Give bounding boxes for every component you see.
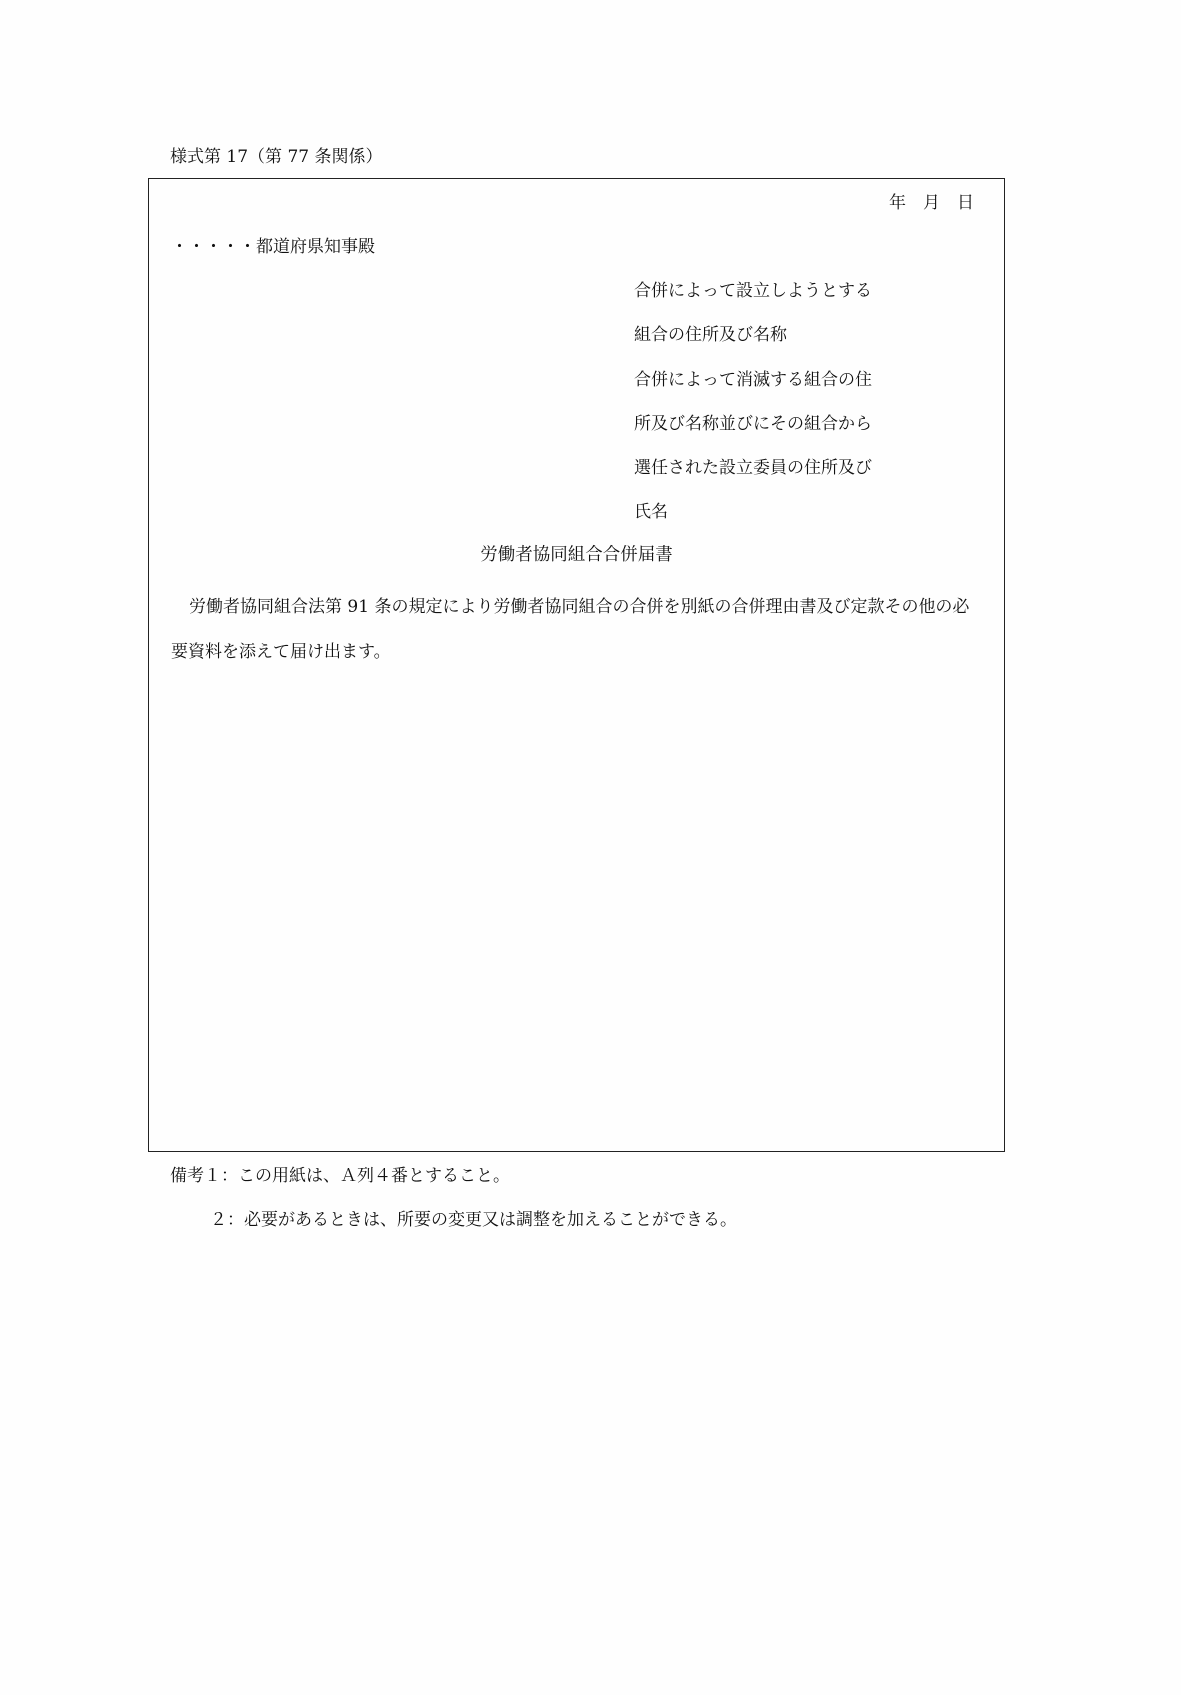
applicant-block xyxy=(634,279,954,545)
addressee: ・・・・・都道府県知事殿 xyxy=(171,237,375,257)
date-line: 年 月 日 xyxy=(889,193,974,213)
applicant-line: 合併によって消滅する組合の住 xyxy=(634,369,872,390)
applicant-line: 選任された設立委員の住所及び xyxy=(634,458,872,479)
applicant-line: 氏名 xyxy=(634,502,668,523)
notes-block xyxy=(170,1164,737,1252)
note-1: 備考１：この用紙は、Ａ列４番とすること。 xyxy=(170,1166,510,1186)
applicant-line: 組合の住所及び名称 xyxy=(634,325,787,346)
document-title: 労働者協同組合合併届書 xyxy=(480,545,673,565)
note-2: ２：必要があるときは、所要の変更又は調整を加えることができる。 xyxy=(210,1210,737,1230)
applicant-line: 合併によって設立しようとする xyxy=(634,281,872,301)
form-frame xyxy=(148,178,1005,1152)
body-text: 労働者協同組合法第 91 条の規定により労働者協同組合の合併を別紙の合併理由書及び定款その他の必要資料を添えて届け出ます。 xyxy=(171,597,970,662)
applicant-line: 所及び名称並びにその組合から xyxy=(634,413,872,434)
form-number: 様式第 17（第 77 条関係） xyxy=(170,147,383,167)
